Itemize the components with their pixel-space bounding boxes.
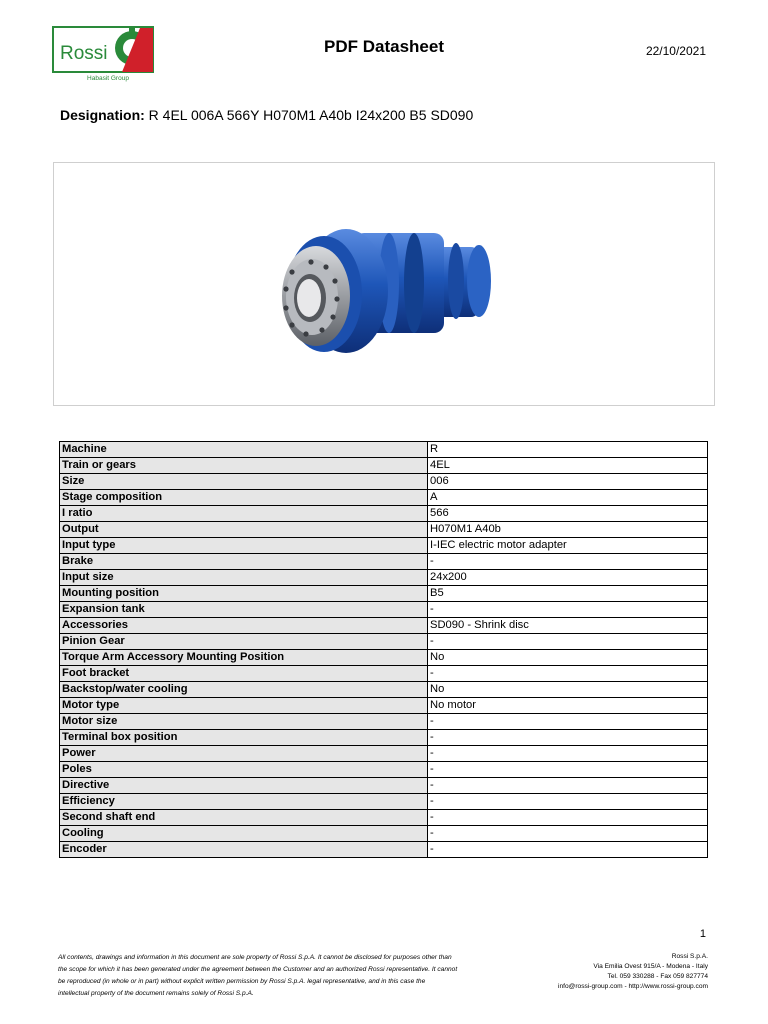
spec-value: 006 <box>428 474 708 490</box>
spec-key: I ratio <box>60 506 428 522</box>
spec-value: - <box>428 778 708 794</box>
spec-row <box>60 778 708 794</box>
spec-value: - <box>428 714 708 730</box>
spec-value: R <box>428 442 708 458</box>
spec-row <box>60 666 708 682</box>
spec-row <box>60 714 708 730</box>
spec-row <box>60 682 708 698</box>
spec-row <box>60 762 708 778</box>
phone-fax: Tel. 059 330288 - Fax 059 827774 <box>607 973 708 980</box>
spec-value: I-IEC electric motor adapter <box>428 538 708 554</box>
document-date: 22/10/2021 <box>645 44 706 58</box>
legal-disclaimer <box>58 952 528 1000</box>
spec-row <box>60 538 708 554</box>
disclaimer-line: the scope for which it has been generated under the agreement between the Customer and an authorized Rossi representative. It cannot <box>58 966 458 973</box>
spec-key: Input type <box>60 538 428 554</box>
spec-row <box>60 650 708 666</box>
page-title: PDF Datasheet <box>324 37 444 56</box>
spec-key: Expansion tank <box>60 602 428 618</box>
spec-row <box>60 698 708 714</box>
spec-value: - <box>428 810 708 826</box>
spec-key: Input size <box>60 570 428 586</box>
spec-key: Size <box>60 474 428 490</box>
spec-row <box>60 506 708 522</box>
address-line: Via Emilia Ovest 915/A - Modena - Italy <box>593 963 708 970</box>
spec-row <box>60 458 708 474</box>
spec-row <box>60 730 708 746</box>
spec-value: 24x200 <box>428 570 708 586</box>
spec-key: Torque Arm Accessory Mounting Position <box>60 650 428 666</box>
spec-row <box>60 842 708 858</box>
spec-row <box>60 570 708 586</box>
spec-row <box>60 586 708 602</box>
spec-row <box>60 474 708 490</box>
spec-key: Encoder <box>60 842 428 858</box>
spec-key: Power <box>60 746 428 762</box>
spec-row <box>60 442 708 458</box>
logo-subtext: Habasit Group <box>87 75 129 82</box>
spec-key: Output <box>60 522 428 538</box>
spec-key: Brake <box>60 554 428 570</box>
spec-value: - <box>428 794 708 810</box>
spec-value: - <box>428 666 708 682</box>
spec-value: No motor <box>428 698 708 714</box>
spec-value: H070M1 A40b <box>428 522 708 538</box>
designation-label: Designation: <box>60 107 145 123</box>
spec-key: Directive <box>60 778 428 794</box>
designation-value: R 4EL 006A 566Y H070M1 A40b I24x200 B5 SD090 <box>148 107 474 123</box>
spec-value: - <box>428 634 708 650</box>
spec-value: SD090 - Shrink disc <box>428 618 708 634</box>
spec-row <box>60 634 708 650</box>
spec-key: Poles <box>60 762 428 778</box>
spec-key: Motor size <box>60 714 428 730</box>
spec-value: - <box>428 762 708 778</box>
spec-value: No <box>428 682 708 698</box>
spec-key: Machine <box>60 442 428 458</box>
spec-value: B5 <box>428 586 708 602</box>
spec-value: - <box>428 842 708 858</box>
spec-key: Backstop/water cooling <box>60 682 428 698</box>
spec-key: Motor type <box>60 698 428 714</box>
spec-row <box>60 794 708 810</box>
spec-key: Stage composition <box>60 490 428 506</box>
spec-row <box>60 490 708 506</box>
spec-value: 4EL <box>428 458 708 474</box>
spec-row <box>60 618 708 634</box>
email-website: info@rossi-group.com - http://www.rossi-group.com <box>558 983 708 990</box>
spec-key: Accessories <box>60 618 428 634</box>
spec-value: - <box>428 602 708 618</box>
spec-row <box>60 746 708 762</box>
spec-key: Cooling <box>60 826 428 842</box>
spec-row <box>60 602 708 618</box>
disclaimer-line: All contents, drawings and information in this document are sole property of Rossi S.p.A. It cannot be disclosed for purposes other than <box>58 954 452 961</box>
spec-key: Pinion Gear <box>60 634 428 650</box>
product-image-frame <box>53 162 715 406</box>
spec-row <box>60 810 708 826</box>
spec-value: 566 <box>428 506 708 522</box>
spec-value: - <box>428 730 708 746</box>
spec-value: No <box>428 650 708 666</box>
designation <box>60 107 473 123</box>
spec-row <box>60 522 708 538</box>
spec-key: Efficiency <box>60 794 428 810</box>
disclaimer-line: intellectual property of the document remains solely of Rossi S.p.A. <box>58 990 254 997</box>
spec-value: - <box>428 554 708 570</box>
company-address <box>468 952 708 992</box>
spec-key: Mounting position <box>60 586 428 602</box>
page-number: 1 <box>699 928 706 940</box>
disclaimer-line: be reproduced (in whole or in part) without explicit written permission by Rossi S.p.A. legal representative, and in this case the <box>58 978 426 985</box>
spec-key: Terminal box position <box>60 730 428 746</box>
company-name: Rossi S.p.A. <box>671 953 708 960</box>
spec-key: Second shaft end <box>60 810 428 826</box>
spec-key: Train or gears <box>60 458 428 474</box>
spec-key: Foot bracket <box>60 666 428 682</box>
spec-row <box>60 826 708 842</box>
spec-row <box>60 554 708 570</box>
gearbox-illustration <box>54 163 714 405</box>
spec-value: - <box>428 746 708 762</box>
specifications-table <box>59 441 708 858</box>
spec-value: A <box>428 490 708 506</box>
spec-value: - <box>428 826 708 842</box>
logo-text: Rossi <box>60 43 108 64</box>
